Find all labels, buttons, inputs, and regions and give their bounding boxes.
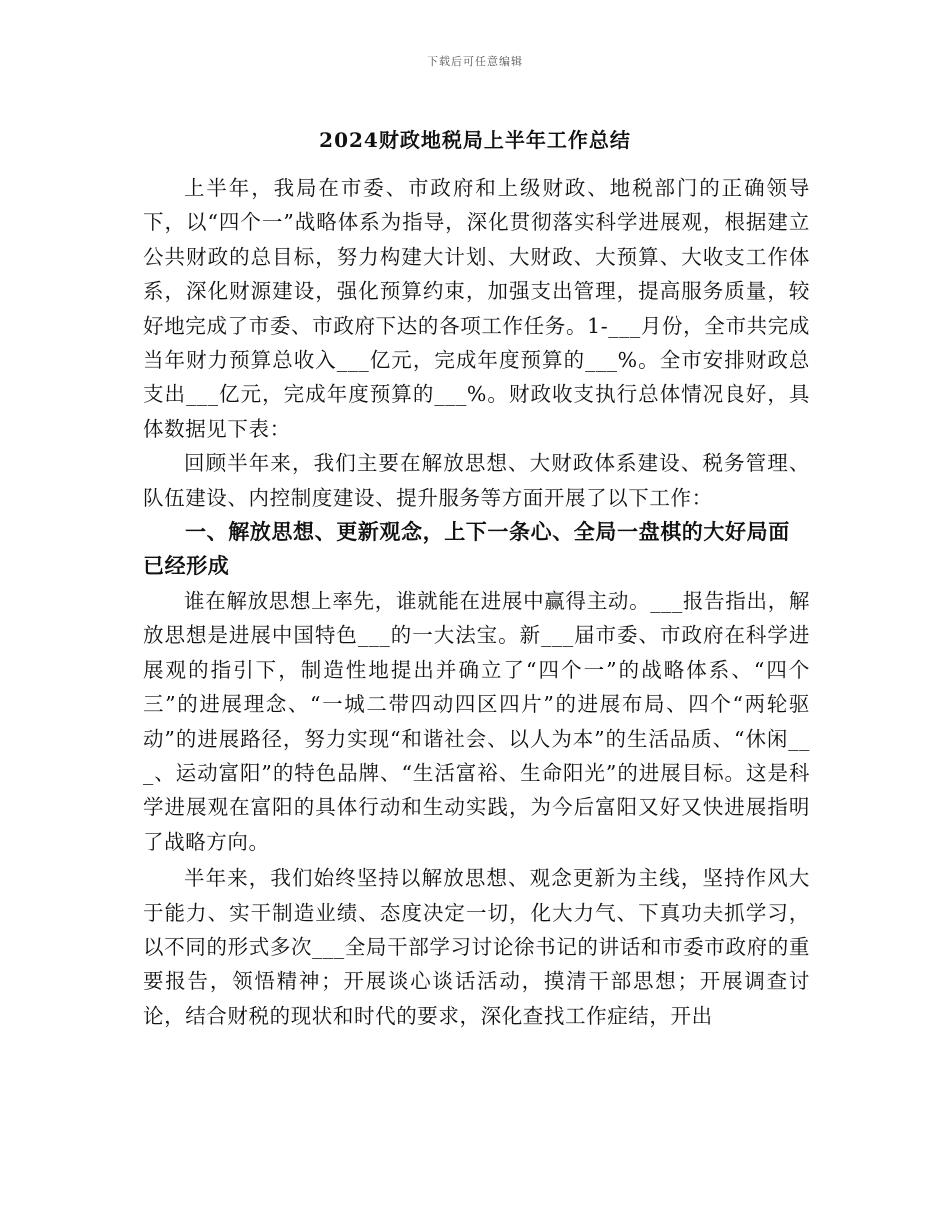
document-body: [143, 171, 810, 1033]
section-heading-1: 一、解放思想、更新观念，上下一条心、全局一盘棋的大好局面已经形成: [143, 519, 790, 579]
document-title: 2024财政地税局上半年工作总结: [319, 128, 631, 152]
paragraph-review: 回顾半年来，我们主要在解放思想、大财政体系建设、税务管理、队伍建设、内控制度建设、提升服务等方面开展了以下工作：: [143, 451, 810, 510]
header-note: 下载后可任意编辑: [427, 55, 523, 68]
paragraph-section-1a: 谁在解放思想上率先，谁就能在进展中赢得主动。___报告指出，解放思想是进展中国特色___的一大法宝。新___届市委、市政府在科学进展观的指引下，制造性地提出并确立了“四个一”的战略体系、“四个三”的进展理念、“一城二带四动四区四片”的进展布局、四个“两轮驱动”的进展路径，努力实现“和谐社会、以人为本”的生活品质、“休闲___、运动富阳”的特色品牌、“生活富裕、生命阳光”的进展目标。这是科学进展观在富阳的具体行动和生动实践，为今后富阳又好又快进展指明了战略方向。: [143, 588, 810, 854]
paragraph-section-1b: 半年来，我们始终坚持以解放思想、观念更新为主线，坚持作风大于能力、实干制造业绩、态度决定一切，化大力气、下真功夫抓学习，以不同的形式多次___全局干部学习讨论徐书记的讲话和市委市政府的重要报告，领悟精神；开展谈心谈话活动，摸清干部思想；开展调查讨论，结合财税的现状和时代的要求，深化查找工作症结，开出: [143, 866, 810, 1028]
paragraph-intro: 上半年，我局在市委、市政府和上级财政、地税部门的正确领导下，以“四个一”战略体系为指导，深化贯彻落实科学进展观，根据建立公共财政的总目标，努力构建大计划、大财政、大预算、大收支工作体系，深化财源建设，强化预算约束，加强支出管理，提高服务质量，较好地完成了市委、市政府下达的各项工作任务。1-___月份，全市共完成当年财力预算总收入___亿元，完成年度预算的___%。全市安排财政总支出___亿元，完成年度预算的___%。财政收支执行总体情况良好，具体数据见下表：: [143, 176, 810, 441]
